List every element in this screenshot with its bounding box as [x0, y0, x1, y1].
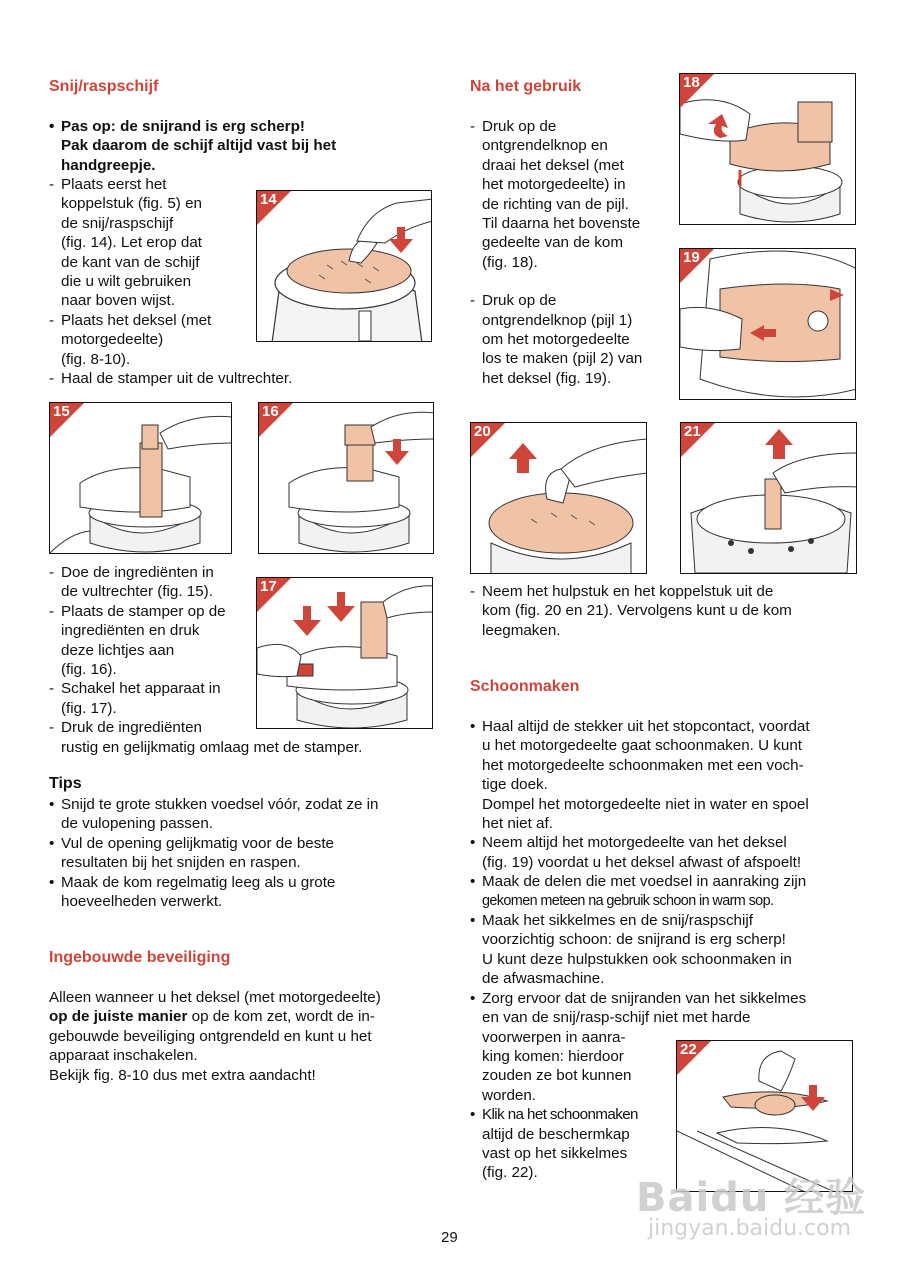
figure-21 — [680, 422, 857, 574]
list-item: - Druk op de ontgrendelknop en draai het deksel (met het motorgedeelte) in de richting van de pijl. Til daarna het bovenste gedeelte van de kom (fig. 18). — [470, 118, 641, 271]
figure-21-number: 21 — [684, 423, 701, 440]
list-item: • Maak de delen die met voedsel in aanraking zijn gekomen meteen na gebruik schoon in warm sop. — [470, 873, 807, 909]
remove-list — [470, 582, 792, 640]
watermark-url: jingyan.baidu.com — [648, 1216, 852, 1241]
tips-heading: Tips — [49, 775, 82, 792]
tips-list — [49, 795, 378, 911]
emphasis-text: op de juiste manier — [49, 1008, 188, 1026]
after-use-list — [470, 117, 642, 388]
warning-line-2: Pak daarom de schijf altijd vast bij het — [61, 137, 337, 155]
list-item: • Haal altijd de stekker uit het stopcontact, voordat u het motorgedeelte gaat schoonmaken. U kunt het motorgedeelte schoonmaken met een voch- tige doek. Dompel het motorgedeelte niet in water en spoel het niet af. — [470, 718, 810, 833]
list-item: • Snijd te grote stukken voedsel vóór, zodat ze in de vulopening passen. — [49, 796, 379, 833]
list-item: - Plaats het deksel (met motorgedeelte) (fig. 8-10). — [49, 311, 212, 368]
figure-19 — [679, 248, 856, 400]
figure-20 — [470, 422, 647, 574]
list-item: • Maak de kom regelmatig leeg als u grote hoeveelheden verwerkt. — [49, 873, 336, 911]
list-item: - Neem het hulpstuk en het koppelstuk uit de kom (fig. 20 en 21). Vervolgens kunt u de kom leegmaken. — [470, 583, 792, 639]
list-item: - Doe de ingrediënten in de vultrechter (fig. 15). — [49, 564, 214, 601]
warning-line-3: handgreepje. — [61, 156, 156, 174]
heading-snij-raspschijf: Snij/raspschijf — [49, 78, 159, 95]
figure-16 — [258, 402, 434, 554]
warning-line-1: Pas op: de snijrand is erg scherp! — [61, 118, 305, 135]
figure-22-number: 22 — [680, 1041, 697, 1058]
page-number: 29 — [441, 1229, 458, 1246]
figure-17 — [256, 577, 433, 729]
list-item: • Klik na het schoonmaken altijd de beschermkap vast op het sikkelmes (fig. 22). — [470, 1106, 638, 1182]
list-item: - Plaats eerst het koppelstuk (fig. 5) en de snij/raspschijf (fig. 14). Let erop dat de kant van de schijf die u wilt gebruiken naar boven wijst. — [49, 176, 202, 310]
figure-17-number: 17 — [260, 578, 277, 595]
list-item: • Maak het sikkelmes en de snij/raspschijf voorzichtig schoon: de snijrand is erg scherp! U kunt deze hulpstukken ook schoonmaken in de afwasmachine. — [470, 912, 792, 988]
list-item: - Schakel het apparaat in (fig. 17). — [49, 680, 221, 717]
list-item: • Zorg ervoor dat de snijranden van het sikkelmes en van de snij/rasp-schijf niet met harde voorwerpen in aanra- king komen: hierdoor zouden ze bot kunnen worden. — [470, 989, 807, 1104]
watermark-logo: Baidu 经验 — [636, 1175, 867, 1221]
heading-na-het-gebruik: Na het gebruik — [470, 78, 582, 95]
figure-15-number: 15 — [53, 403, 70, 420]
list-item: • Vul de opening gelijkmatig voor de beste resultaten bij het snijden en raspen. — [49, 834, 334, 872]
safety-paragraph: Alleen wanneer u het deksel (met motorgedeelte) op de juiste manier op de kom zet, wordt de in- gebouwde beveiliging ontgrendeld en kunt u het apparaat inschakelen. Bekijk fig. 8-10 dus met extra aandacht! — [49, 989, 381, 1084]
figure-18-number: 18 — [683, 74, 700, 91]
list-item: - Plaats de stamper op de ingrediënten en druk deze lichtjes aan (fig. 16). — [49, 602, 226, 679]
list-item: - Druk de ingrediënten rustig en gelijkmatig omlaag met de stamper. — [49, 719, 363, 756]
list-item: - Haal de stamper uit de vultrechter. — [49, 370, 293, 388]
figure-19-number: 19 — [683, 249, 700, 266]
figure-15 — [49, 402, 232, 554]
heading-ingebouwde-beveiliging: Ingebouwde beveiliging — [49, 949, 231, 966]
figure-18 — [679, 73, 856, 225]
figure-14 — [256, 190, 432, 342]
figure-16-number: 16 — [262, 403, 279, 420]
list-item: • Neem altijd het motorgedeelte van het deksel (fig. 19) voordat u het deksel afwast of afspoelt! — [470, 834, 802, 871]
figure-20-number: 20 — [474, 423, 491, 440]
warning: • Pas op: de snijrand is erg scherp! Pak daarom de schijf altijd vast bij het handgreepje. — [49, 118, 337, 174]
list-item: - Druk op de ontgrendelknop (pijl 1) om het motorgedeelte los te maken (pijl 2) van het deksel (fig. 19). — [470, 292, 643, 387]
figure-14-number: 14 — [260, 191, 277, 208]
heading-schoonmaken: Schoonmaken — [470, 678, 580, 695]
